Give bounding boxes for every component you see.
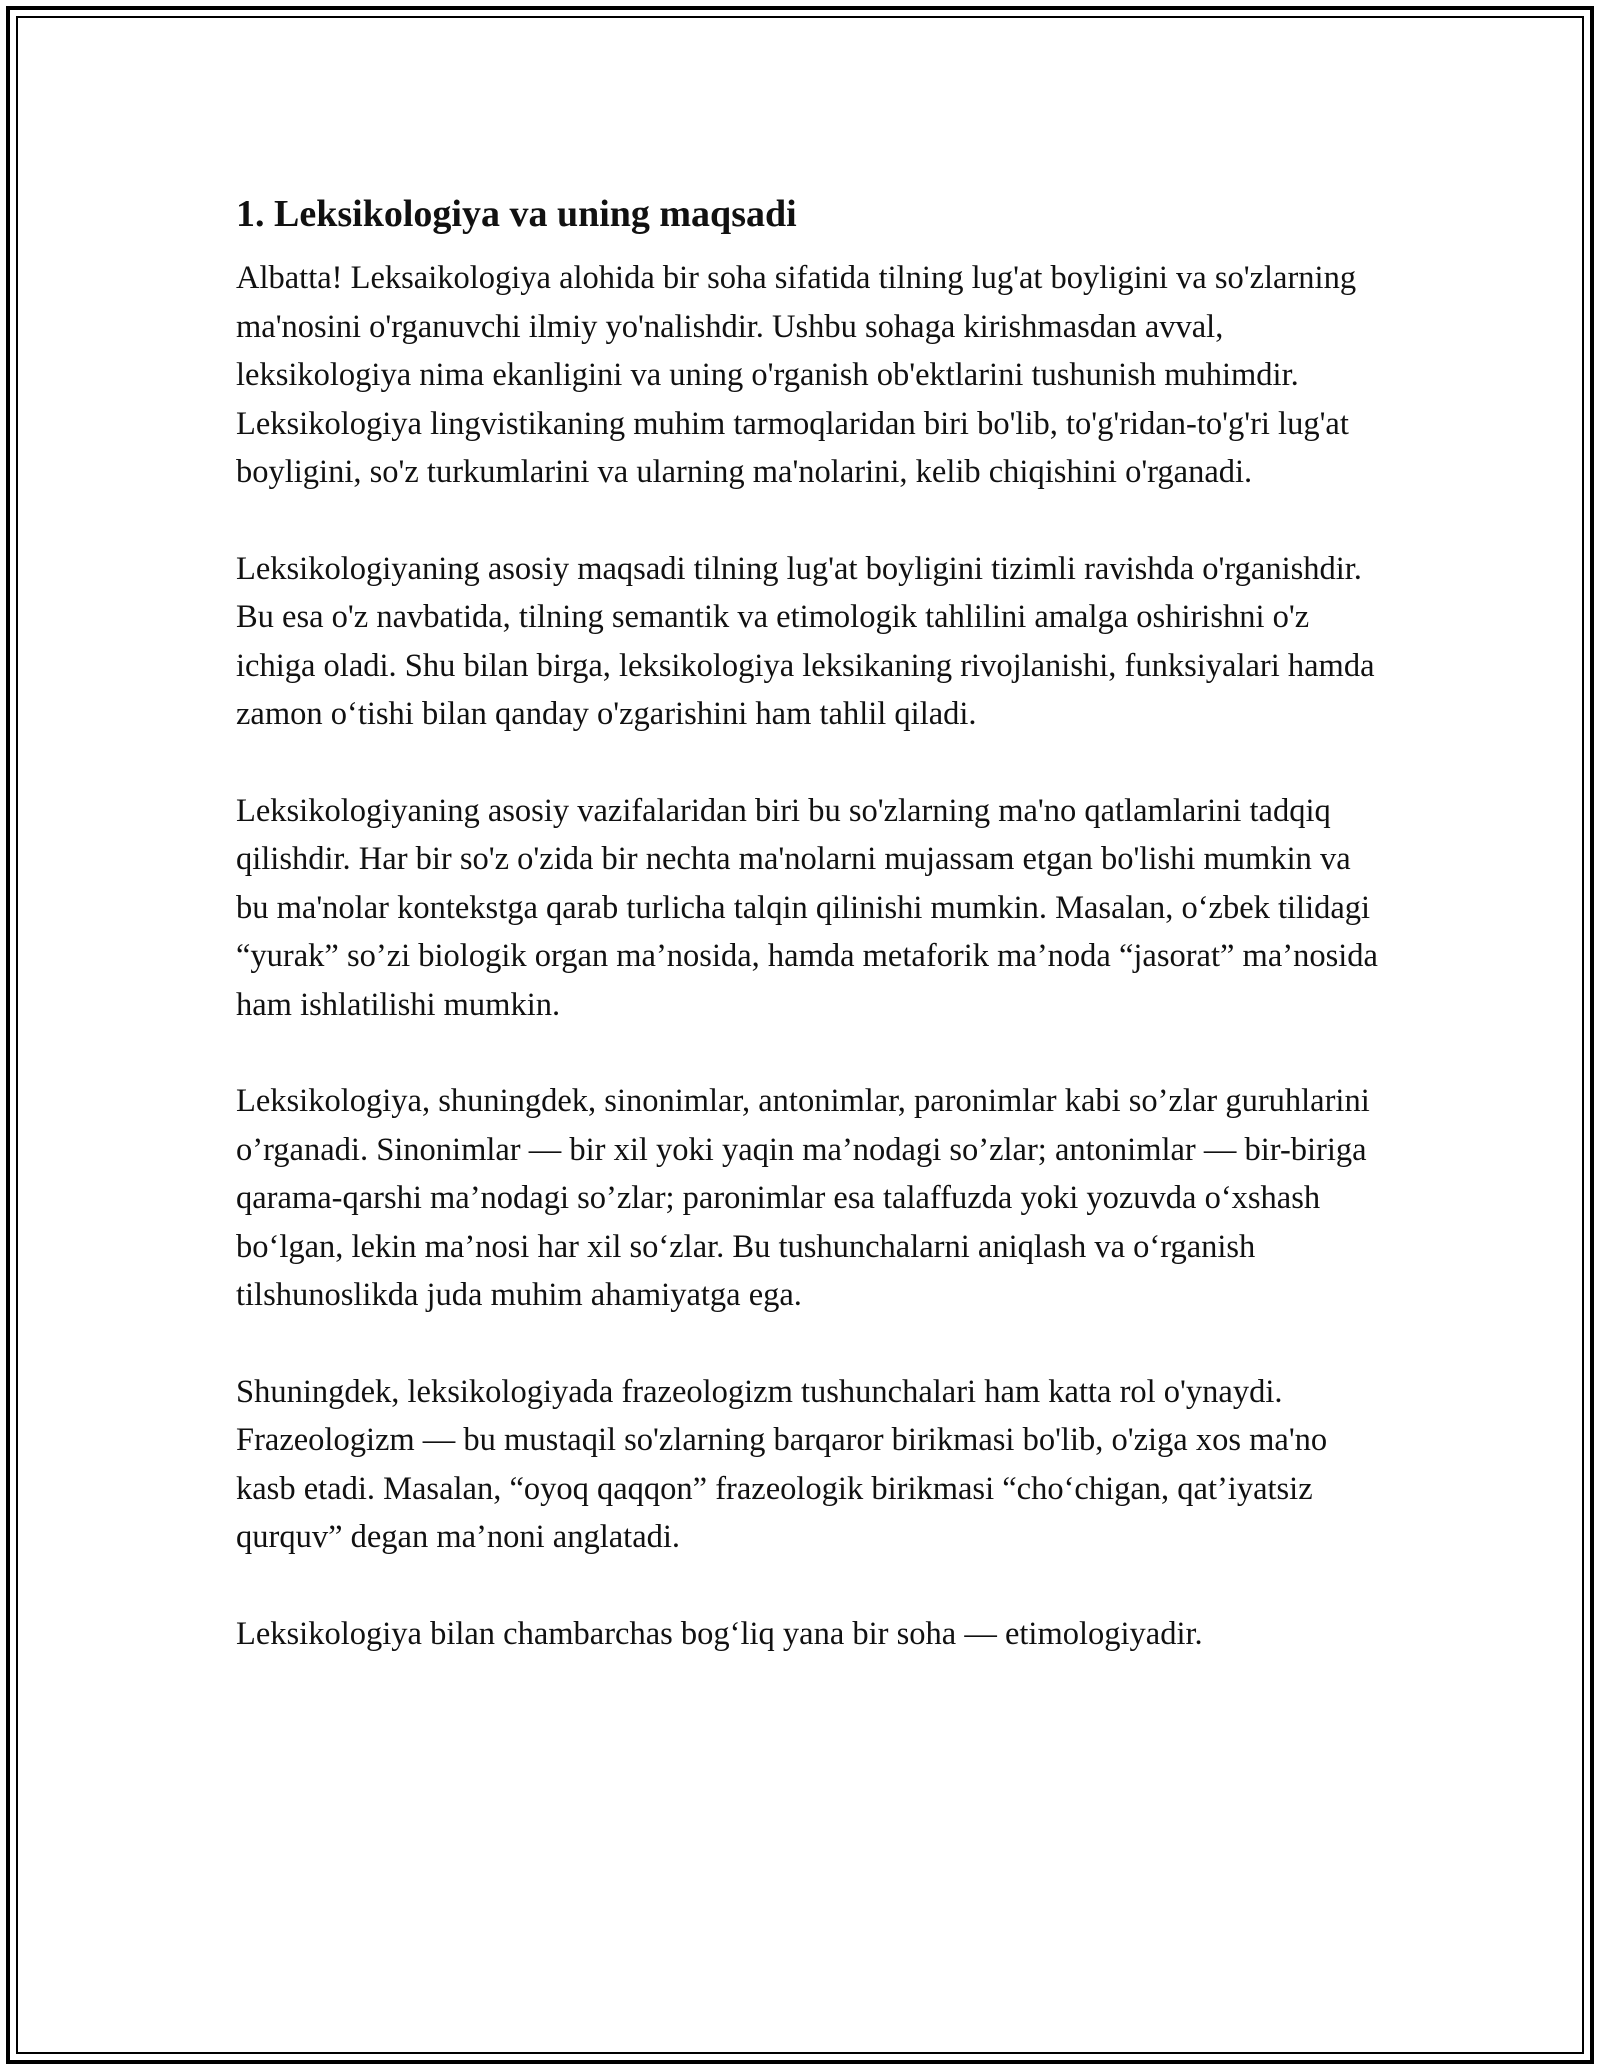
document-body [236,184,1386,1706]
paragraph-5: Shuningdek, leksikologiyada frazeologizm tushunchalari ham katta rol o'ynaydi. Frazeologizm — bu mustaqil so'zlarning barqaror birikmasi bo'lib, o'ziga xos ma'no kasb etadi. Masalan, “oyoq qaqqon” frazeologik birikmasi “cho‘chigan, qat’iyatsiz qurquv” degan ma’noni anglatadi. [236,1373,1328,1555]
paragraph-3: Leksikologiyaning asosiy vazifalaridan biri bu so'zlarning ma'no qatlamlarini tadqiq qilishdir. Har bir so'z o'zida bir nechta ma'nolarni mujassam etgan bo'lishi mumkin va bu ma'nolar kontekstga qarab turlicha talqin qilinishi mumkin. Masalan, o‘zbek tilidagi “yurak” so’zi biologik organ ma’nosida, hamda metaforik ma’noda “jasorat” ma’nosida ham ishlatilishi mumkin. [236,792,1378,1023]
paragraph-6: Leksikologiya bilan chambarchas bog‘liq yana bir soha — etimologiyadir. [236,1615,1203,1652]
paragraph-1: Albatta! Leksaikologiya alohida bir soha sifatida tilning lug'at boyligini va so'zlarning ma'nosini o'rganuvchi ilmiy yo'nalishdir. Ushbu sohaga kirishmasdan avval, leksikologiya nima ekanligini va uning o'rganish ob'ektlarini tushunish muhimdir. Leksikologiya lingvistikaning muhim tarmoqlaridan biri bo'lib, to'g'ridan-to'g'ri lug'at boyligini, so'z turkumlarini va ularning ma'nolarini, kelib chiqishini o'rganadi. [236,260,1357,490]
section-heading: 1. Leksikologiya va uning maqsadi [236,193,797,235]
paragraph-4: Leksikologiya, shuningdek, sinonimlar, antonimlar, paronimlar kabi so’zlar guruhlarini o’rganadi. Sinonimlar — bir xil yoki yaqin ma’nodagi so’zlar; antonimlar — bir-biriga qarama-qarshi ma’nodagi so’zlar; paronimlar esa talaffuzda yoki yozuvda o‘xshash bo‘lgan, lekin ma’nosi har xil so‘zlar. Bu tushunchalarni aniqlash va o‘rganish tilshunoslikda juda muhim ahamiyatga ega. [236,1083,1370,1313]
paragraph-2: Leksikologiyaning asosiy maqsadi tilning lug'at boyligini tizimli ravishda o'rganishdir. Bu esa o'z navbatida, tilning semantik va etimologik tahlilini amalga oshirishni o'z ichiga oladi. Shu bilan birga, leksikologiya leksikaning rivojlanishi, funksiyalari hamda zamon o‘tishi bilan qanday o'zgarishini ham tahlil qiladi. [236,550,1375,732]
